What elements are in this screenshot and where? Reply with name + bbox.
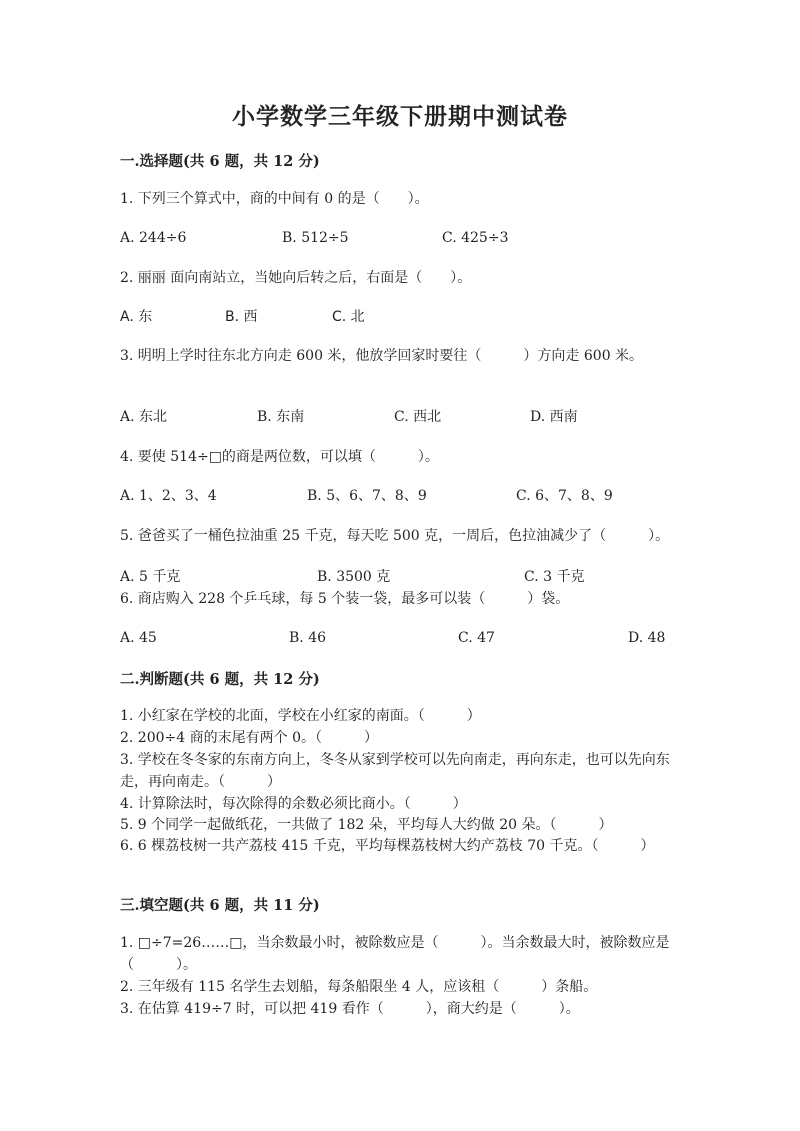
option-b: B. 东南 (257, 409, 305, 425)
question-text: 3. 在估算 419÷7 时，可以把 419 看作（ ），商大约是（ ）。 (120, 1001, 580, 1017)
question-text: 1. 小红家在学校的北面，学校在小红家的南面。（ ） (120, 708, 481, 724)
option-a: A. 1、2、3、4 (120, 488, 217, 504)
section-heading-choice: 一.选择题(共 6 题，共 12 分) (120, 153, 320, 170)
question-text: 2. 丽丽 面向南站立，当她向后转之后，右面是（ ）。 (120, 270, 472, 286)
option-a: A. 244÷6 (120, 230, 187, 246)
section-heading-judgement: 二.判断题(共 6 题，共 12 分) (120, 671, 320, 688)
question-text: 1. □÷7=26……□，当余数最小时，被除数应是（ ）。当余数最大时，被除数应是（ ）。 (120, 935, 670, 973)
option-c: C. 47 (458, 630, 495, 646)
page-title: 小学数学三年级下册期中测试卷 (232, 103, 568, 130)
option-b: B. 西 (225, 309, 258, 325)
option-a: A. 45 (120, 630, 157, 646)
question-text: 2. 三年级有 115 名学生去划船，每条船限坐 4 人，应该租（ ）条船。 (120, 979, 598, 995)
option-c: C. 3 千克 (524, 569, 585, 585)
option-c: C. 西北 (394, 409, 442, 425)
option-c: C. 6、7、8、9 (516, 488, 613, 504)
question-text: 2. 200÷4 商的末尾有两个 0。（ ） (120, 730, 378, 746)
option-b: B. 5、6、7、8、9 (307, 488, 427, 504)
question-text: 1. 下列三个算式中，商的中间有 0 的是（ ）。 (120, 191, 429, 207)
question-text: 3. 学校在冬冬家的东南方向上，冬冬从家到学校可以先向南走，再向东走，也可以先向东走，再向南走。（ ） (120, 752, 670, 790)
question-text: 4. 要使 514÷□的商是两位数，可以填（ ）。 (120, 449, 439, 465)
question-text: 3. 明明上学时往东北方向走 600 米，他放学回家时要往（ ）方向走 600 米。 (120, 348, 644, 364)
option-c: C. 北 (332, 309, 365, 325)
option-b: B. 46 (289, 630, 327, 646)
option-b: B. 3500 克 (317, 569, 391, 585)
question-text: 6. 6 棵荔枝树一共产荔枝 415 千克，平均每棵荔枝树大约产荔枝 70 千克。（ ） (120, 838, 655, 854)
question-text: 5. 爸爸买了一桶色拉油重 25 千克，每天吃 500 克，一周后，色拉油减少了（ ）。 (120, 528, 670, 544)
option-d: D. 48 (628, 630, 666, 646)
question-text: 6. 商店购入 228 个乒乓球，每 5 个装一袋，最多可以装（ ）袋。 (120, 591, 570, 607)
option-d: D. 西南 (530, 409, 578, 425)
option-c: C. 425÷3 (442, 230, 509, 246)
option-b: B. 512÷5 (282, 230, 349, 246)
question-text: 5. 9 个同学一起做纸花，一共做了 182 朵，平均每人大约做 20 朵。（ ） (120, 817, 613, 833)
option-a: A. 东 (120, 309, 153, 325)
option-a: A. 5 千克 (120, 569, 181, 585)
question-text: 4. 计算除法时，每次除得的余数必须比商小。（ ） (120, 796, 467, 812)
section-heading-fill-in: 三.填空题(共 6 题，共 11 分) (120, 897, 320, 914)
option-a: A. 东北 (120, 409, 168, 425)
